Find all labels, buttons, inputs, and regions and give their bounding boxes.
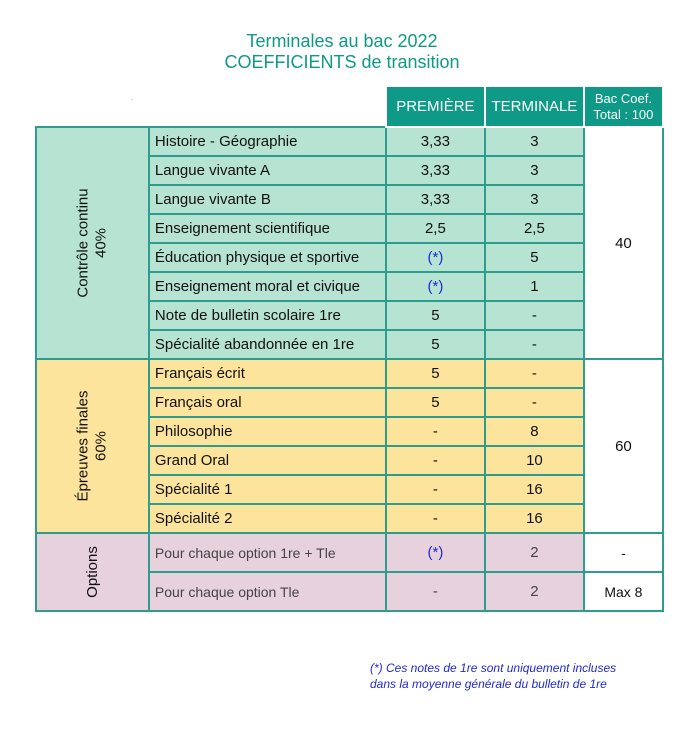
premiere-cell: - <box>386 572 485 611</box>
terminale-cell: 16 <box>485 504 584 533</box>
table-row <box>36 533 663 572</box>
terminale-cell: 2 <box>485 572 584 611</box>
terminale-cell: 2,5 <box>485 214 584 243</box>
terminale-cell: 5 <box>485 243 584 272</box>
subject-cell: Grand Oral <box>149 446 386 475</box>
premiere-cell: 3,33 <box>386 185 485 214</box>
footnote-line2: dans la moyenne générale du bulletin de 1re <box>370 677 607 691</box>
premiere-cell: - <box>386 475 485 504</box>
bac-cell: - <box>584 533 663 572</box>
terminale-cell: 3 <box>485 127 584 156</box>
header-premiere: PREMIÈRE <box>386 86 485 127</box>
terminale-cell: 16 <box>485 475 584 504</box>
terminale-cell: 3 <box>485 156 584 185</box>
bac-cell: Max 8 <box>584 572 663 611</box>
coefficients-table <box>35 85 664 612</box>
header-bac-coef <box>584 86 663 127</box>
stray-dot: . <box>131 93 134 102</box>
premiere-cell: - <box>386 446 485 475</box>
subject-cell: Français oral <box>149 388 386 417</box>
footnote-line1: (*) Ces notes de 1re sont uniquement incluses <box>370 661 617 675</box>
subject-cell: Philosophie <box>149 417 386 446</box>
premiere-cell: 2,5 <box>386 214 485 243</box>
premiere-cell: 5 <box>386 330 485 359</box>
terminale-cell: 1 <box>485 272 584 301</box>
header-bac-line1: Bac Coef. <box>594 90 652 106</box>
epreuves-percent: 60% <box>92 430 110 462</box>
page-subtitle: COEFFICIENTS de transition <box>224 52 460 72</box>
subject-cell: Note de bulletin scolaire 1re <box>149 301 386 330</box>
subject-cell: Pour chaque option 1re + Tle <box>149 533 386 572</box>
options-label: Options <box>83 546 101 598</box>
category-options <box>36 533 149 611</box>
terminale-cell: 10 <box>485 446 584 475</box>
subject-cell: Pour chaque option Tle <box>149 572 386 611</box>
terminale-cell: 2 <box>485 533 584 572</box>
premiere-cell: 5 <box>386 301 485 330</box>
premiere-cell-note-ref: (*) <box>386 272 485 301</box>
subject-cell: Spécialité 1 <box>149 475 386 504</box>
subject-cell: Langue vivante B <box>149 185 386 214</box>
terminale-cell: - <box>485 388 584 417</box>
subject-cell: Éducation physique et sportive <box>149 243 386 272</box>
bac-total-controle: 40 <box>584 127 663 359</box>
premiere-cell: 5 <box>386 359 485 388</box>
header-row <box>36 86 663 127</box>
terminale-cell: 8 <box>485 417 584 446</box>
controle-label: Contrôle continu <box>74 188 92 298</box>
header-terminale: TERMINALE <box>485 86 584 127</box>
terminale-cell: - <box>485 301 584 330</box>
subject-cell: Langue vivante A <box>149 156 386 185</box>
terminale-cell: - <box>485 330 584 359</box>
page-title: Terminales au bac 2022 <box>246 31 438 51</box>
premiere-cell-note-ref: (*) <box>386 243 485 272</box>
table-row <box>36 127 663 156</box>
premiere-cell: - <box>386 504 485 533</box>
subject-cell: Spécialité 2 <box>149 504 386 533</box>
table-row <box>36 359 663 388</box>
subject-cell: Enseignement scientifique <box>149 214 386 243</box>
footnote <box>370 660 616 692</box>
terminale-cell: - <box>485 359 584 388</box>
category-controle-continu <box>36 127 149 359</box>
terminale-cell: 3 <box>485 185 584 214</box>
subject-cell: Spécialité abandonnée en 1re <box>149 330 386 359</box>
category-epreuves-finales <box>36 359 149 533</box>
subject-cell: Histoire - Géographie <box>149 127 386 156</box>
premiere-cell-note-ref: (*) <box>386 533 485 572</box>
premiere-cell: - <box>386 417 485 446</box>
controle-percent: 40% <box>92 227 110 259</box>
premiere-cell: 3,33 <box>386 156 485 185</box>
premiere-cell: 5 <box>386 388 485 417</box>
subject-cell: Enseignement moral et civique <box>149 272 386 301</box>
premiere-cell: 3,33 <box>386 127 485 156</box>
subject-cell: Français écrit <box>149 359 386 388</box>
header-bac-line2: Total : 100 <box>593 106 654 122</box>
epreuves-label: Épreuves finales <box>74 390 92 502</box>
bac-total-epreuves: 60 <box>584 359 663 533</box>
